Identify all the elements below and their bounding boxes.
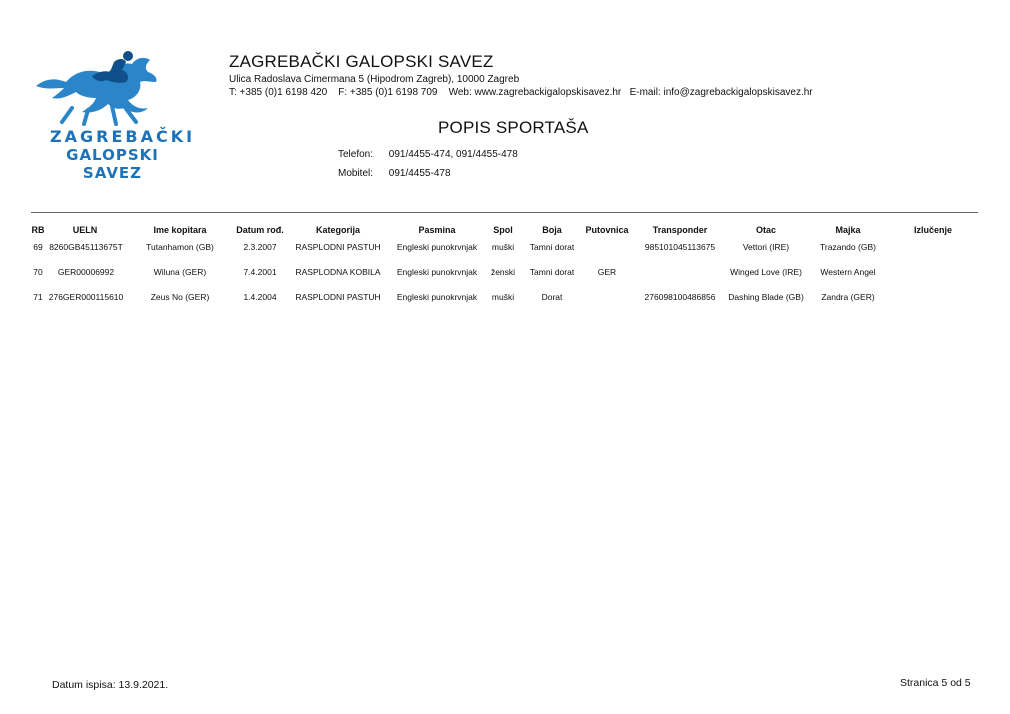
organization-contact: T: +385 (0)1 6198 420 F: +385 (0)1 6198 709 Web: www.zagrebackigalopskisavez.hr E-mail: info@zagrebackigalopskisavez.hr xyxy=(229,87,813,98)
table-cell: 69 xyxy=(33,242,43,252)
logo-line-2: GALOPSKI SAVEZ xyxy=(66,146,159,182)
page-number: Stranica 5 od 5 xyxy=(900,677,971,689)
table-header-cell: Spol xyxy=(493,225,513,235)
table-cell: 71 xyxy=(33,292,43,302)
logo-line-1: ZAGREBAČKI xyxy=(50,127,196,146)
table-cell: Engleski punokrvnjak xyxy=(396,242,478,252)
table-cell: Western Angel xyxy=(820,267,876,277)
table-header-cell: RB xyxy=(31,225,45,235)
table-header-cell: Pasmina xyxy=(418,225,456,235)
table-header-cell: Ime kopitara xyxy=(153,225,207,235)
table-cell: GER xyxy=(597,267,617,277)
table-header-cell: Transponder xyxy=(652,225,708,235)
phone-line xyxy=(338,149,518,160)
table-cell: 276GER000115610 xyxy=(48,292,124,302)
table-header-cell: Kategorija xyxy=(315,225,360,235)
header-divider xyxy=(31,212,978,213)
phone-label: Telefon: xyxy=(338,149,374,160)
table-cell: Dorat xyxy=(541,292,563,302)
mobile-label: Mobitel: xyxy=(338,168,374,179)
table-cell: 985101045113675 xyxy=(644,242,716,252)
table-cell: 7.4.2001 xyxy=(243,267,277,277)
mobile-line xyxy=(338,168,451,179)
table-header-cell: Boja xyxy=(542,225,562,235)
table-cell: Wiluna (GER) xyxy=(153,267,207,277)
table-cell: RASPLODNI PASTUH xyxy=(295,242,381,252)
table-cell: Engleski punokrvnjak xyxy=(396,267,478,277)
table-cell: Winged Love (IRE) xyxy=(730,267,802,277)
table-cell: 8260GB45113675T xyxy=(49,242,123,252)
table-header-cell: Majka xyxy=(835,225,861,235)
document-title: POPIS SPORTAŠA xyxy=(438,118,589,137)
table-cell: muški xyxy=(491,242,515,252)
organization-name: ZAGREBAČKI GALOPSKI SAVEZ xyxy=(229,52,494,71)
table-cell: RASPLODNA KOBILA xyxy=(295,267,381,277)
federation-logo xyxy=(32,48,196,182)
table-cell: Tamni dorat xyxy=(529,267,575,277)
table-cell: muški xyxy=(491,292,515,302)
table-cell: Tamni dorat xyxy=(529,242,575,252)
table-cell: Vettori (IRE) xyxy=(742,242,790,252)
table-cell: GER00006992 xyxy=(57,267,115,277)
table-cell: 70 xyxy=(33,267,43,277)
table-cell: 1.4.2004 xyxy=(243,292,277,302)
table-cell: ženski xyxy=(490,267,516,277)
table-cell: 276098100486856 xyxy=(644,292,716,302)
table-header-cell: Datum rođ. xyxy=(236,225,284,235)
table-cell: 2.3.2007 xyxy=(243,242,277,252)
table-cell: Tutanhamon (GB) xyxy=(146,242,214,252)
table-cell: Engleski punokrvnjak xyxy=(396,292,478,302)
table-cell: Zandra (GER) xyxy=(821,292,875,302)
table-header-cell: Otac xyxy=(755,225,776,235)
phone-value: 091/4455-474, 091/4455-478 xyxy=(388,149,518,160)
table-header-cell: Putovnica xyxy=(585,225,629,235)
horse-jockey-icon xyxy=(32,48,177,128)
organization-address: Ulica Radoslava Cimermana 5 (Hipodrom Zagreb), 10000 Zagreb xyxy=(229,74,520,85)
table-header-cell: Izlučenje xyxy=(913,225,952,235)
table-header-cell: UELN xyxy=(72,225,98,235)
mobile-value: 091/4455-478 xyxy=(388,168,451,179)
table-cell: Zeus No (GER) xyxy=(150,292,210,302)
table-cell: Trazando (GB) xyxy=(820,242,876,252)
print-date: Datum ispisa: 13.9.2021. xyxy=(52,679,169,691)
table-cell: Dashing Blade (GB) xyxy=(728,292,804,302)
table-cell: RASPLODNI PASTUH xyxy=(295,292,381,302)
